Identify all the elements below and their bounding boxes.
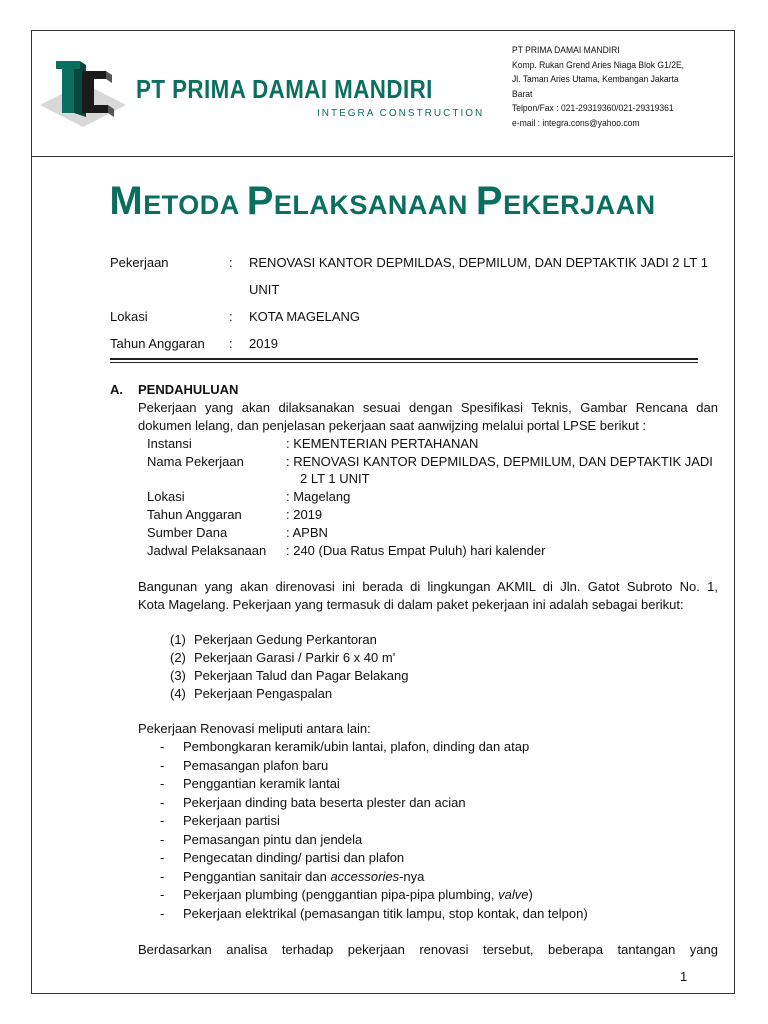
document-page: PT PRIMA DAMAI MANDIRI INTEGRA CONSTRUCTION PT PRIMA DAMAI MANDIRI Komp. Rukan Grend Aries Niaga Blok G1/2E, Jl. Taman Aries Utama, Kembangan Jakarta Barat Telpon/Fax : 021-29319360/021-29319361 e-mail : integra.cons@yahoo.com METODA PELAKSANAAN PEKERJAAN Pekerjaan : RENOVASI KANTOR DEPMILDAS, DEPMILUM, DAN DEPTAKTIK JADI 2 LT 1 UNIT Lokasi : KOTA MAGELANG Tahun Anggaran : 2019 A. PENDAHULUAN Pekerjaan yang akan dilaksanakan sesuai dengan Spesifikasi Teknis, Gambar Rencana dan dokumen lelang, dan penjelasan pekerjaan saat aanwijzing melalui portal LPSE berikut : Instansi : KEMENTERIAN PERTAHANAN Nama Pekerjaan : RENOVASI KANTOR DEPMILDAS, DEPMILUM, DAN DEPTAKTIK JADI 2 LT 1 UNIT Lokasi : Magelang Tahun Anggaran : 2019 Sumber Dana : APBN Jadwal Pelaksanaan : 240 (Dua Ratus Empat Puluh) hari kalender Bangunan yang akan direnovasi ini berada di lingkungan AKMIL di Jln. Gatot Subroto No. 1, Kota Magelang. Pekerjaan yang termasuk di dalam paket pekerjaan ini adalah sebagai berikut: (1) Pekerjaan Gedung Perkantoran (2) Pekerjaan Garasi / Parkir 6 x 40 m' (3) Pekerjaan Talud dan Pagar Belakang (4) Pekerjaan Pengaspalan Pekerjaan Renovasi meliputi antara lain: - Pembongkaran keramik/ubin lantai, plafon, dinding dan atap - Pemasangan plafon baru - Penggantian keramik lantai - Pekerjaan dinding bata beserta plester dan acian - Pekerjaan partisi - Pemasangan pintu dan jendela - Pengecatan dinding/ partisi dan plafon - Penggantian sanitair dan accessories-nya - Pekerjaan plumbing (penggantian pipa-pipa plumbing, valve) - Pekerjaan elektrikal (pemasangan titik lampu, stop kontak, dan telpon) Berdasarkan analisa terhadap pekerjaan renovasi tersebut, beberapa tantangan yang 1: [31, 30, 735, 994]
address-line: PT PRIMA DAMAI MANDIRI: [512, 45, 620, 56]
bullet-dash: -: [160, 776, 165, 791]
intro-line: dokumen lelang, dan penjelasan pekerjaan saat aanwijzing melalui portal LPSE berikut :: [138, 418, 647, 433]
letterhead: [32, 31, 733, 157]
detail-label: Jadwal Pelaksanaan: [147, 543, 267, 558]
renovasi-intro: Pekerjaan Renovasi meliputi antara lain:: [138, 721, 371, 736]
section-letter: A.: [110, 382, 123, 397]
detail-label: Sumber Dana: [147, 525, 228, 540]
address-line: e-mail : integra.cons@yahoo.com: [512, 117, 640, 129]
bullet-item: Pekerjaan elektrikal (pemasangan titik lampu, stop kontak, dan telpon): [183, 906, 588, 921]
bullet-dash: -: [160, 813, 165, 828]
company-logo: [38, 55, 128, 135]
bullet-dash: -: [160, 832, 165, 847]
bullet-item: Pekerjaan plumbing (penggantian pipa-pipa plumbing, valve): [183, 887, 533, 902]
detail-label: Nama Pekerjaan: [147, 454, 244, 469]
detail-value: : 240 (Dua Ratus Empat Puluh) hari kalender: [286, 543, 546, 558]
divider: [110, 362, 698, 363]
detail-label: Instansi: [147, 436, 192, 451]
numbered-index: (2): [170, 650, 186, 665]
bullet-dash: -: [160, 887, 165, 902]
detail-value: : 2019: [286, 507, 323, 522]
bullet-dash: -: [160, 850, 165, 865]
bullet-item: Penggantian sanitair dan accessories-nya: [183, 869, 425, 884]
paragraph-line: Bangunan yang akan direnovasi ini berada di lingkungan AKMIL di Jln. Gatot Subroto No. 1,: [138, 579, 718, 594]
numbered-index: (4): [170, 686, 186, 701]
page-number: 1: [680, 969, 688, 984]
bullet-item: Pemasangan pintu dan jendela: [183, 832, 363, 847]
bullet-dash: -: [160, 758, 165, 773]
numbered-index: (1): [170, 632, 186, 647]
bullet-item: Pembongkaran keramik/ubin lantai, plafon, dinding dan atap: [183, 739, 530, 754]
bullet-dash: -: [160, 906, 165, 921]
bullet-item: Pekerjaan partisi: [183, 813, 280, 828]
divider: [110, 358, 698, 360]
detail-value: : Magelang: [286, 489, 351, 504]
detail-label: Lokasi: [147, 489, 185, 504]
bullet-item: Pekerjaan dinding bata beserta plester dan acian: [183, 795, 466, 810]
section-heading: PENDAHULUAN: [138, 382, 239, 397]
numbered-item: Pekerjaan Pengaspalan: [194, 686, 333, 701]
address-line: Komp. Rukan Grend Aries Niaga Blok G1/2E,: [512, 59, 685, 71]
company-tagline: INTEGRA CONSTRUCTION: [317, 108, 485, 119]
document-title: METODA PELAKSANAAN PEKERJAAN: [109, 179, 656, 223]
closing-line: Berdasarkan analisa terhadap pekerjaan renovasi tersebut, beberapa tantangan yang: [138, 942, 718, 957]
bullet-dash: -: [160, 869, 165, 884]
detail-value: : RENOVASI KANTOR DEPMILDAS, DEPMILUM, DAN DEPTAKTIK JADI: [286, 454, 713, 469]
numbered-item: Pekerjaan Gedung Perkantoran: [194, 632, 377, 647]
numbered-index: (3): [170, 668, 186, 683]
numbered-item: Pekerjaan Talud dan Pagar Belakang: [194, 668, 409, 683]
company-name: PT PRIMA DAMAI MANDIRI: [136, 74, 433, 104]
detail-label: Tahun Anggaran: [147, 507, 242, 522]
bullet-dash: -: [160, 795, 165, 810]
address-line: Telpon/Fax : 021-29319360/021-29319361: [512, 103, 674, 114]
bullet-item: Pengecatan dinding/ partisi dan plafon: [183, 850, 405, 865]
detail-value: 2 LT 1 UNIT: [300, 471, 370, 486]
intro-line: Pekerjaan yang akan dilaksanakan sesuai dengan Spesifikasi Teknis, Gambar Rencana dan: [138, 400, 718, 415]
address-line: Barat: [512, 88, 533, 100]
detail-value: : APBN: [286, 525, 328, 540]
bullet-dash: -: [160, 739, 165, 754]
bullet-item: Penggantian keramik lantai: [183, 776, 340, 791]
address-line: Jl. Taman Aries Utama, Kembangan Jakarta: [512, 74, 679, 85]
paragraph-line: Kota Magelang. Pekerjaan yang termasuk di dalam paket pekerjaan ini adalah sebagai berikut:: [138, 597, 684, 612]
numbered-item: Pekerjaan Garasi / Parkir 6 x 40 m': [194, 650, 396, 665]
detail-value: : KEMENTERIAN PERTAHANAN: [286, 436, 479, 451]
bullet-item: Pemasangan plafon baru: [183, 758, 329, 773]
company-address: [512, 44, 722, 131]
